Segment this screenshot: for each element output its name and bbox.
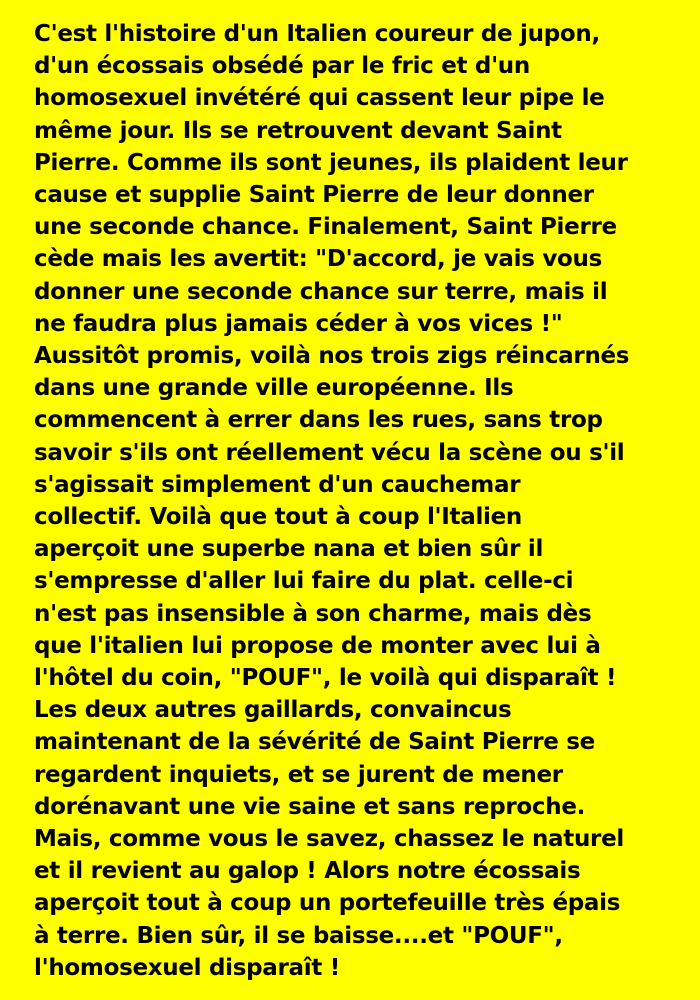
text-line: Les deux autres gaillards, convaincus <box>34 697 512 724</box>
text-line: savoir s'ils ont réellement vécu la scène ou s'il <box>34 439 625 466</box>
text-line: s'agissait simplement d'un cauchemar <box>34 471 521 498</box>
text-line: regardent inquiets, et se jurent de mener <box>34 761 563 788</box>
text-line: même jour. Ils se retrouvent devant Saint <box>34 117 562 144</box>
text-line: que l'italien lui propose de monter avec lui à <box>34 632 601 659</box>
text-line: dans une grande ville européenne. Ils <box>34 375 514 402</box>
text-line: aperçoit une superbe nana et bien sûr il <box>34 536 544 563</box>
text-line: d'un écossais obsédé par le fric et d'un <box>34 53 530 80</box>
text-line: donner une seconde chance sur terre, mais il <box>34 278 608 305</box>
text-line: Aussitôt promis, voilà nos trois zigs réincarnés <box>34 343 630 370</box>
text-line: cause et supplie Saint Pierre de leur donner <box>34 182 594 209</box>
text-line: n'est pas insensible à son charme, mais dès <box>34 600 592 627</box>
text-line: dorénavant une vie saine et sans reproche. <box>34 793 586 820</box>
text-line: Pierre. Comme ils sont jeunes, ils plaident leur <box>34 149 628 176</box>
text-line: s'empresse d'aller lui faire du plat. celle-ci <box>34 568 574 595</box>
text-line: collectif. Voilà que tout à coup l'Italien <box>34 504 523 531</box>
text-line: l'hôtel du coin, "POUF", le voilà qui disparaît ! <box>34 665 617 692</box>
text-line: ne faudra plus jamais céder à vos vices !" <box>34 310 563 337</box>
text-line: maintenant de la sévérité de Saint Pierre se <box>34 729 595 756</box>
text-line: et il revient au galop ! Alors notre écossais <box>34 858 581 885</box>
text-line: l'homosexuel disparaît ! <box>34 954 340 981</box>
joke-text <box>34 18 680 984</box>
text-line: Mais, comme vous le savez, chassez le naturel <box>34 826 624 853</box>
text-line: une seconde chance. Finalement, Saint Pierre <box>34 214 617 241</box>
text-line: cède mais les avertit: "D'accord, je vais vous <box>34 246 602 273</box>
text-line: aperçoit tout à coup un portefeuille très épais <box>34 890 621 917</box>
text-line: à terre. Bien sûr, il se baisse....et "POUF", <box>34 922 563 949</box>
text-line: homosexuel invétéré qui cassent leur pipe le <box>34 85 605 112</box>
text-line: commencent à errer dans les rues, sans trop <box>34 407 603 434</box>
text-line: C'est l'histoire d'un Italien coureur de jupon, <box>34 21 600 47</box>
